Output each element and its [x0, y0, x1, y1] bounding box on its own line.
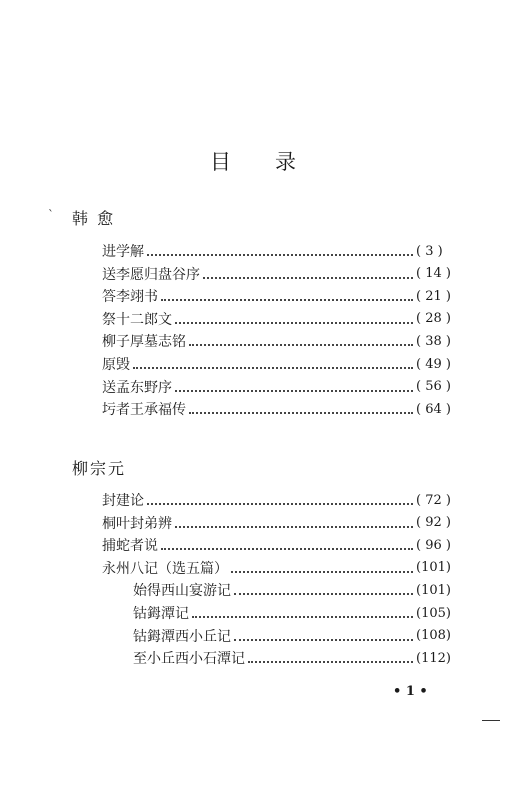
toc-entry-title: 圬者王承福传 — [102, 402, 186, 419]
toc-entry-title: 钴鉧潭记 — [133, 606, 189, 622]
toc-entry-page: ( 56 ) — [416, 379, 451, 395]
toc-leader-dots — [189, 398, 413, 414]
toc-entry-page: ( 72 ) — [416, 492, 451, 508]
toc-entry — [102, 240, 462, 262]
toc-leader-dots — [175, 512, 413, 528]
toc-leader-dots — [192, 602, 413, 618]
toc-entry-page: ( 49 ) — [416, 356, 451, 372]
toc-entry-page: ( 92 ) — [416, 515, 451, 531]
toc-entry-title: 封建论 — [102, 493, 144, 509]
toc-entry — [102, 330, 462, 352]
toc-entry-title: 原毁 — [102, 357, 130, 373]
toc-entry-title: 祭十二郎文 — [102, 311, 172, 328]
toc-leader-dots — [203, 263, 413, 279]
toc-entry-page: ( 3 ) — [416, 243, 443, 259]
toc-entry-page: ( 14 ) — [416, 266, 451, 282]
toc-leader-dots — [147, 240, 413, 256]
toc-entry-title: 进学解 — [102, 244, 144, 260]
toc-leader-dots — [231, 557, 413, 573]
toc-entry-title: 答李翊书 — [102, 289, 158, 306]
toc-leader-dots — [248, 647, 413, 663]
toc-entry — [102, 534, 462, 556]
toc-leader-dots — [189, 330, 413, 346]
toc-leader-dots — [175, 308, 413, 324]
toc-entry — [102, 263, 462, 285]
toc-entry — [102, 376, 462, 398]
title-char-2: 录 — [275, 150, 296, 174]
toc-leader-dots — [147, 489, 413, 505]
toc-entry-page: ( 64 ) — [416, 401, 451, 417]
toc-entry — [133, 647, 462, 669]
page-title — [0, 146, 506, 176]
toc-entry-title: 送李愿归盘谷序 — [102, 266, 200, 283]
toc-entry — [133, 602, 462, 624]
toc-leader-dots — [133, 353, 413, 369]
toc-entry — [133, 625, 462, 647]
toc-entry — [102, 557, 462, 579]
toc-entry — [102, 285, 462, 307]
toc-entry-page: (108) — [416, 628, 451, 644]
section-author-han-yu: 韩 愈 — [72, 209, 116, 228]
toc-entry — [102, 353, 462, 375]
toc-entry-page: ( 21 ) — [416, 288, 451, 304]
toc-entry-page: (101) — [416, 560, 451, 576]
toc-entry — [102, 512, 462, 534]
toc-entry-title: 钴鉧潭西小丘记 — [133, 628, 231, 645]
toc-entry-title: 桐叶封弟辨 — [102, 515, 172, 532]
toc-entry — [102, 308, 462, 330]
toc-entry-title: 捕蛇者说 — [102, 538, 158, 555]
toc-entry-page: (105) — [416, 605, 451, 621]
section-author-liu-zongyuan: 柳宗元 — [72, 459, 127, 478]
scan-mark-line — [482, 720, 500, 721]
toc-entry-title: 至小丘西小石潭记 — [133, 651, 245, 668]
toc-entry-title: 永州八记（选五篇） — [102, 560, 228, 577]
toc-entry — [133, 579, 462, 601]
toc-entry-page: ( 28 ) — [416, 311, 451, 327]
scan-mark: ` — [48, 208, 54, 222]
toc-entry-page: ( 96 ) — [416, 537, 451, 553]
toc-entry-page: (112) — [416, 650, 451, 666]
toc-entry-page: (101) — [416, 582, 451, 598]
page-number: • 1 • — [393, 684, 428, 699]
toc-entry-title: 柳子厚墓志铭 — [102, 334, 186, 351]
toc-leader-dots — [161, 534, 413, 550]
title-char-1: 目 — [210, 150, 231, 174]
toc-entry-title: 始得西山宴游记 — [133, 583, 231, 600]
toc-entry-page: ( 38 ) — [416, 333, 451, 349]
toc-leader-dots — [234, 579, 413, 595]
toc-leader-dots — [234, 625, 413, 641]
toc-entry — [102, 489, 462, 511]
toc-leader-dots — [175, 376, 413, 392]
toc-leader-dots — [161, 285, 413, 301]
toc-entry-title: 送孟东野序 — [102, 379, 172, 396]
toc-entry — [102, 398, 462, 420]
